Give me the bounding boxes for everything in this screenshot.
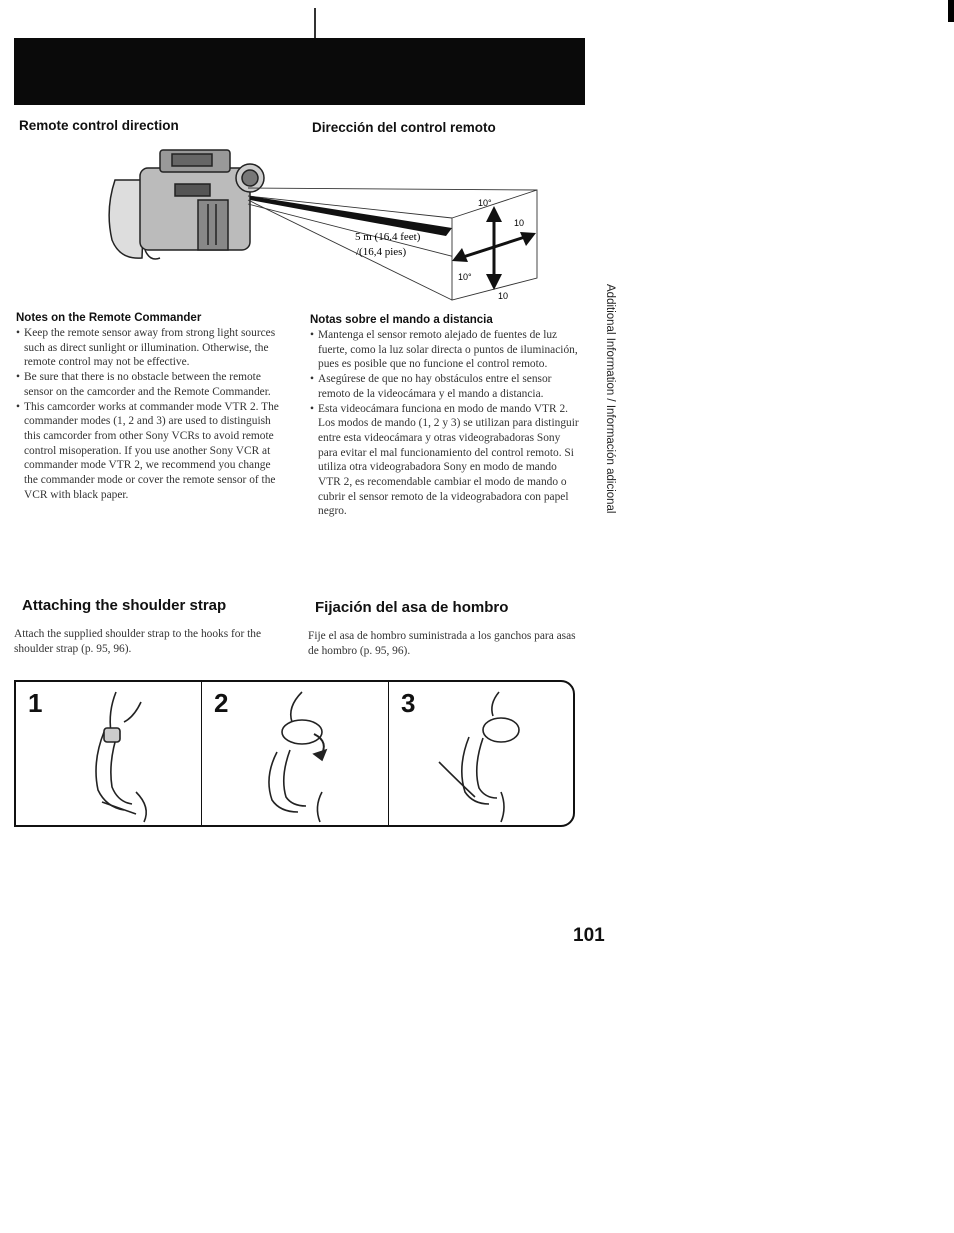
remote-direction-diagram (100, 140, 550, 310)
strap-steps-panel (14, 680, 575, 827)
notes-list-en (16, 326, 284, 502)
step-3-panel (388, 682, 574, 825)
header-bar (14, 38, 585, 105)
strap-hook-step1-icon (16, 682, 201, 825)
list-item: • Mantenga el sensor remoto alejado de fuentes de luz fuerte, como la luz solar directa o puntos de iluminación, pues es posible que no funcione el control remoto. (310, 328, 582, 372)
page-number: 101 (573, 925, 605, 946)
list-item: • Be sure that there is no obstacle between the remote sensor on the camcorder and the Remote Commander. (16, 370, 284, 399)
camcorder-illustration (109, 150, 264, 259)
distance-label-es: /(16,4 pies) (356, 246, 407, 258)
strap-hook-step2-icon (202, 682, 389, 825)
step-number: 3 (401, 688, 416, 718)
angle-label-right: 10 (514, 218, 525, 228)
list-item: • This camcorder works at commander mode VTR 2. The commander modes (1, 2 and 3) are used to distinguish this camcorder from other Sony VCRs to avoid remote control misoperation. If you use another Sony VCR at commander mode VTR 2, we recommend you change the commander mode or cover the remote sensor of the VCR with black paper. (16, 400, 284, 503)
remote-direction-title-en: Remote control direction (19, 118, 179, 133)
distance-label-en: 5 m (16.4 feet) (355, 231, 421, 243)
angle-label-top: 10° (478, 198, 492, 208)
angle-label-bottom: 10 (498, 291, 509, 301)
notes-title-en: Notes on the Remote Commander (16, 312, 202, 324)
remote-direction-title-es: Dirección del control remoto (312, 120, 496, 135)
notes-list-es (310, 328, 582, 519)
step-1-panel (16, 682, 201, 825)
list-item: • Esta videocámara funciona en modo de mando VTR 2. Los modos de mando (1, 2 y 3) se utilizan para distinguir entre esta videocámara y otras videograbadoras Sony para evitar el mal funcionamiento del control remoto. Si utiliza otra videograbadora Sony en modo de mando VTR 2, es recomendable cambiar el modo de mando o cubrir el sensor remoto de la videograbadora con papel negro. (310, 402, 582, 520)
side-section-label: Additional Information / Información adicional (604, 284, 616, 514)
step-number: 1 (28, 688, 43, 718)
strap-hook-step3-icon (389, 682, 574, 825)
step-number: 2 (214, 688, 229, 718)
strap-body-en: Attach the supplied shoulder strap to the hooks for the shoulder strap (p. 95, 96). (14, 628, 262, 655)
angle-label-left: 10° (458, 272, 472, 282)
strap-title-es: Fijación del asa de hombro (315, 599, 509, 616)
step-2-panel (201, 682, 389, 825)
corner-mark (948, 0, 954, 22)
notes-en (16, 312, 284, 502)
list-item: • Keep the remote sensor away from strong light sources such as direct sunlight or illumination. Otherwise, the remote control may not be effective. (16, 326, 284, 370)
strap-body-es: Fije el asa de hombro suministrada a los ganchos para asas de hombro (p. 95, 96). (308, 630, 576, 657)
strap-title-en: Attaching the shoulder strap (22, 597, 227, 614)
notes-title-es: Notas sobre el mando a distancia (310, 314, 493, 326)
list-item: • Asegúrese de que no hay obstáculos entre el sensor remoto de la videocámara y el mando a distancia. (310, 372, 582, 401)
top-tick-mark (314, 8, 316, 38)
notes-es (310, 314, 582, 519)
